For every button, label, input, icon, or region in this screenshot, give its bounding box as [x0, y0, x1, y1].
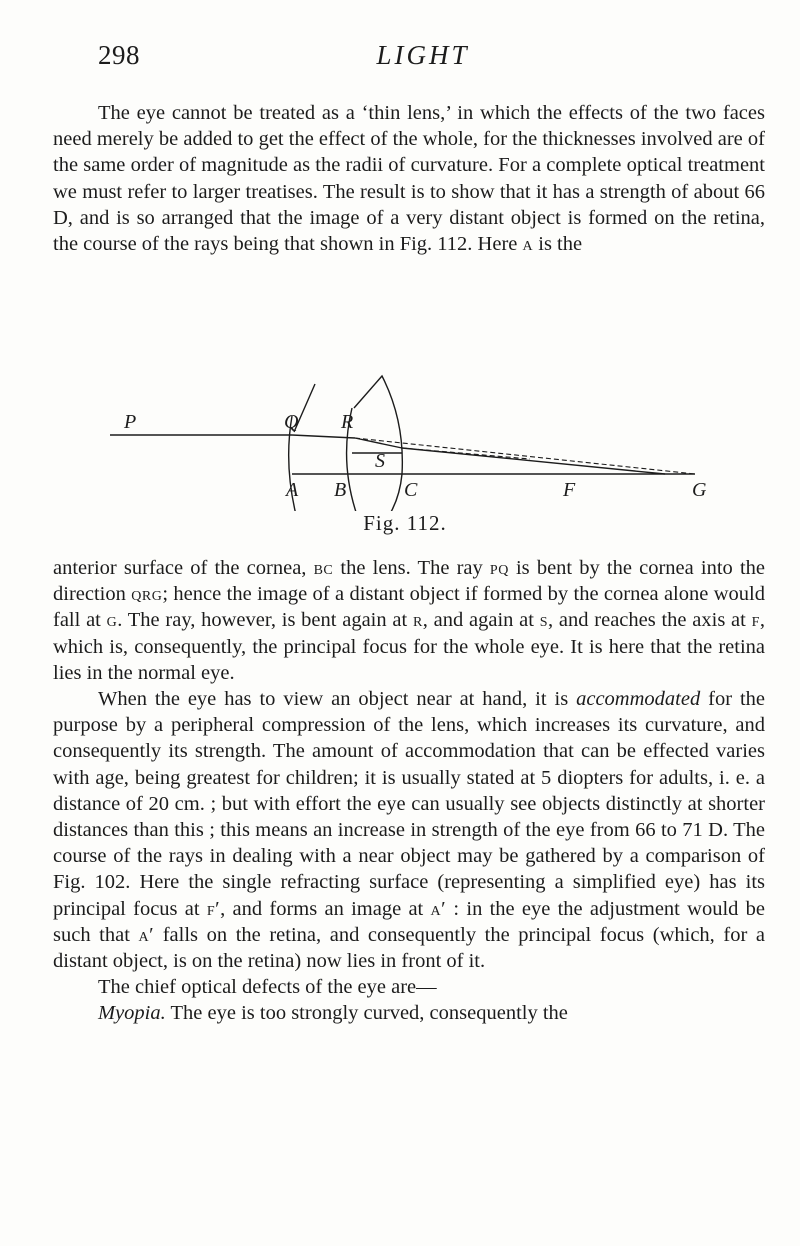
paragraph: The chief optical defects of the eye are—	[98, 976, 437, 999]
figure-112	[60, 366, 750, 551]
page-title: LIGHT	[376, 40, 470, 70]
running-head	[98, 40, 748, 80]
label-q: Q	[284, 411, 299, 433]
label-r: R	[341, 411, 354, 433]
term-myopia: Myopia.	[98, 1002, 166, 1025]
label-g: G	[692, 479, 707, 501]
label-b: B	[334, 479, 347, 501]
ray-qr	[292, 435, 355, 438]
paragraph: Myopia. The eye is too strongly curved, consequently the	[98, 1002, 568, 1025]
eye-ray-diagram	[60, 366, 750, 511]
label-s: S	[375, 450, 385, 472]
ray-rs	[355, 438, 402, 448]
page-number: 298	[98, 40, 140, 70]
label-a: A	[286, 479, 299, 501]
label-p: P	[124, 411, 137, 433]
paragraph: When the eye has to view an object near at hand, it is accommodated for the purpose by a peripheral compression of the lens, which increases its curvature, and consequently its strength. The amount of accommodation that can be effected varies with age, being greatest for children; it is usually stated at 5 diopters for adults, i. e. a distance of 20 cm. ; but with effort the eye can usually see objects distinctly at shorter distances than this ; this means an increase in strength of the eye from 66 to 71 D. The course of the rays in dealing with a near object may be gathered by a comparison of Fig. 102. Here the single refracting surface (representing a simplified eye) has its principal focus at f′, and forms an image at a′ : in the eye the adjustment would be such that a′ falls on the retina, and consequently the principal focus (which, for a distant object, is on the retina) now lies in front of it.	[53, 688, 765, 973]
ray-extension-dashed	[402, 448, 530, 459]
text-block-top	[53, 100, 765, 257]
paragraph: The eye cannot be treated as a ‘thin lens,’ in which the effects of the two faces need merely be added to get the effect of the whole, for the thicknesses involved are of the same order of magnitude as the radii of curvature. For a complete optical treatment we must refer to larger treatises. The result is to show that it has a strength of about 66 D, and is so arranged that the image of a very distant object is formed on the retina, the course of the rays being that shown in Fig. 112. Here a is the	[53, 102, 765, 256]
label-f: F	[563, 479, 576, 501]
label-c: C	[404, 479, 418, 501]
ray-rg-dashed	[355, 438, 695, 474]
label-a: a	[522, 233, 534, 256]
text-block-bottom	[53, 555, 765, 1027]
paragraph: anterior surface of the cornea, bc the lens. The ray pq is bent by the cornea into the direction qrg; hence the image of a distant object if formed by the cornea alone would fall at g. The ray, however, is bent again at r, and again at s, and reaches the axis at f, which is, consequently, the principal focus for the whole eye. It is here that the retina lies in the normal eye.	[53, 557, 766, 684]
ray-sf	[402, 448, 665, 474]
figure-caption: Fig. 112.	[363, 511, 447, 535]
